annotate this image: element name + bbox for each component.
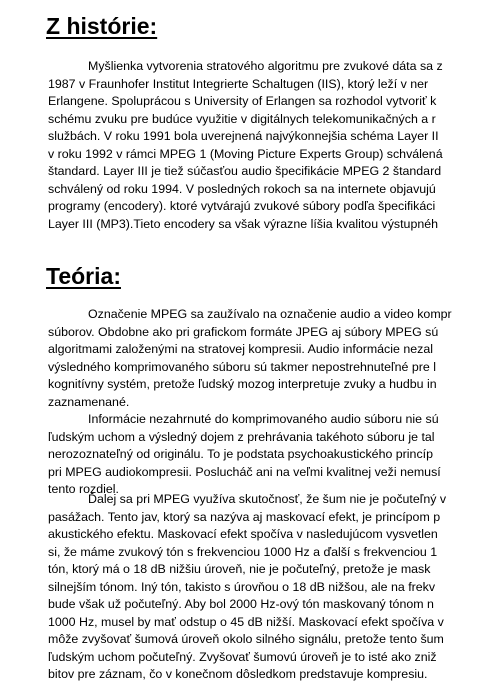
paragraph-line: kognitívny systém, pretože ľudský mozog interpretuje zvuky a hudbu in xyxy=(48,377,437,391)
paragraph-line: ľudským uchom a výsledný dojem z prehrávania takéhoto súboru je tal xyxy=(48,429,435,444)
paragraph-line: tento rozdiel. xyxy=(48,482,119,496)
paragraph-line: akustického efektu. Maskovací efekt spočíva v nasledujúcom vysvetlen xyxy=(48,527,438,541)
paragraph-line: tón, ktorý má o 18 dB nižšiu úroveň, nie je počuteľný, pretože je mask xyxy=(48,562,431,576)
theory-paragraph-3 xyxy=(48,491,446,681)
paragraph-line: algoritmami založenými na stratovej kompresii. Audio informácie nezal xyxy=(48,342,433,356)
paragraph-line: pri MPEG audiokompresii. Poslucháč ani na veľmi kvalitnej veži nemusí xyxy=(48,464,441,479)
paragraph-line: súborov. Obdobne ako pri grafickom formáte JPEG aj súbory MPEG sú xyxy=(48,324,439,339)
paragraph-line: Ďalej sa pri MPEG využíva skutočnosť, že šum nie je počuteľný v xyxy=(88,492,447,506)
paragraph-line: v roku 1992 v rámci MPEG 1 (Moving Picture Experts Group) schválená xyxy=(48,146,443,161)
paragraph-line: schválený od roku 1994. V posledných rokoch sa na internete objavujú xyxy=(48,181,436,196)
theory-paragraph-2 xyxy=(48,411,441,499)
paragraph-line: Layer III (MP3).Tieto encodery sa však výrazne líšia kvalitou výstupnéh xyxy=(48,216,439,231)
paragraph-line: výsledného komprimovaného súboru sú takmer nepostrehnuteľné pre l xyxy=(48,359,436,374)
paragraph-line: 1987 v Fraunhofer Institut Integrierte Schaltugen (IIS), ktorý leží v ner xyxy=(48,76,429,91)
paragraph-line: bitov pre záznam, čo v konečnom dôsledkom predstavuje kompresiu. xyxy=(48,667,428,681)
paragraph-line: štandard. Layer III je tiež súčasťou audio špecifikácie MPEG 2 štandard xyxy=(48,164,442,178)
paragraph-line: Erlangene. Spoluprácou s University of Erlangen sa rozhodol vytvoriť k xyxy=(48,94,437,108)
paragraph-line: nerozoznateľný od originálu. To je podstata psychoakustického princíp xyxy=(48,447,433,461)
paragraph-line: bude však už počuteľný. Aby bol 2000 Hz-ový tón maskovaný tónom n xyxy=(48,597,434,611)
paragraph-line: Informácie nezahrnuté do komprimovaného audio súboru nie sú xyxy=(88,412,439,426)
paragraph-line: si, že máme zvukový tón s frekvenciou 1000 Hz a ďalší s frekvenciou 1 xyxy=(48,544,438,559)
paragraph-line: zaznamenané. xyxy=(48,394,130,409)
paragraph-line: programy (encodery). ktoré vytvárajú zvukové súbory podľa špecifikáci xyxy=(48,199,436,213)
theory-heading: Teória: xyxy=(46,263,121,289)
paragraph-line: silnejším tónom. Iný tón, takisto s úrovňou o 18 dB nižšou, ale na frekv xyxy=(48,579,436,594)
history-paragraph xyxy=(48,58,443,233)
paragraph-line: schému zvuku pre budúce využitie v digitálnych telekomunikačných a r xyxy=(48,111,436,126)
paragraph-line: ľudským uchom počuteľný. Zvyšovať šumovú úroveň je to isté ako zniž xyxy=(48,649,437,664)
history-heading: Z histórie: xyxy=(46,13,158,39)
theory-paragraph-1 xyxy=(48,306,452,411)
paragraph-line: pasážach. Tento jav, ktorý sa nazýva aj maskovací efekt, je princípom p xyxy=(48,509,441,524)
paragraph-line: 1000 Hz, musel by mať odstup o 45 dB nižší. Maskovací efekt spočíva v xyxy=(48,614,444,629)
paragraph-line: službách. V roku 1991 bola uverejnená najvýkonnejšia schéma Layer II xyxy=(48,129,439,143)
paragraph-line: môže zvyšovať šumová úroveň okolo silného signálu, pretože tento šum xyxy=(48,632,444,646)
paragraph-line: Myšlienka vytvorenia stratového algoritmu pre zvukové dáta sa z xyxy=(88,59,443,73)
paragraph-line: Označenie MPEG sa zaužívalo na označenie audio a video kompr xyxy=(88,307,452,321)
